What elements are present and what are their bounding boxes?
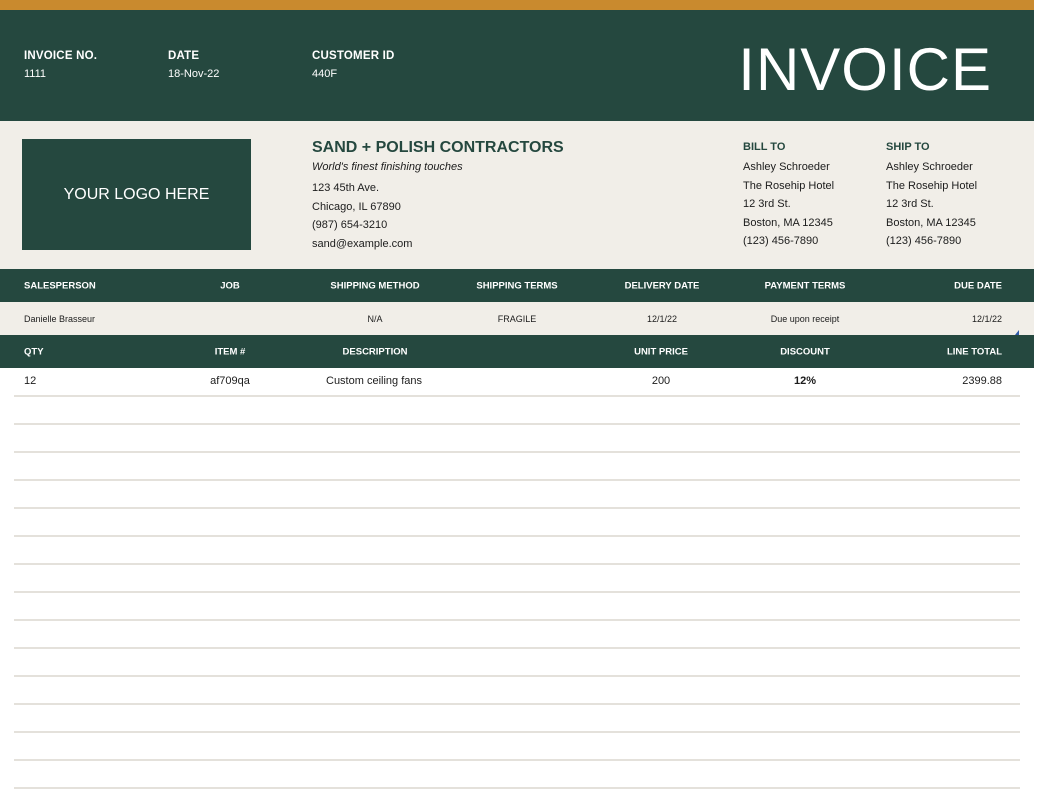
- invoice-no-field: [24, 50, 97, 80]
- table-row[interactable]: [14, 621, 1020, 649]
- table-row[interactable]: [14, 453, 1020, 481]
- table-row[interactable]: [14, 677, 1020, 705]
- bill-to-block: [743, 141, 834, 251]
- customer-id-field: [312, 50, 395, 80]
- table-row[interactable]: [14, 368, 1020, 397]
- details-header-bar: [0, 269, 1034, 302]
- table-row[interactable]: [14, 593, 1020, 621]
- company-phone[interactable]: (987) 654-3210: [312, 219, 388, 231]
- company-address-line2[interactable]: Chicago, IL 67890: [312, 200, 401, 213]
- ship-to-company[interactable]: The Rosehip Hotel: [886, 179, 978, 192]
- bill-to-name[interactable]: Ashley Schroeder: [743, 161, 830, 173]
- delivery-date-header: DELIVERY DATE: [624, 280, 700, 291]
- table-row[interactable]: [14, 565, 1020, 593]
- qty-header: QTY: [24, 346, 44, 357]
- shipping-terms-header: SHIPPING TERMS: [476, 280, 558, 291]
- table-row[interactable]: [14, 397, 1020, 425]
- invoice-title: INVOICE: [738, 36, 992, 103]
- due-date-header: DUE DATE: [954, 280, 1002, 291]
- logo-text: YOUR LOGO HERE: [63, 185, 210, 203]
- company-info: [312, 139, 564, 253]
- due-date-value[interactable]: 12/1/22: [971, 313, 1002, 324]
- customer-id-label: CUSTOMER ID: [312, 50, 395, 62]
- job-header: JOB: [220, 280, 240, 291]
- description-header: DESCRIPTION: [342, 346, 408, 357]
- qty-cell[interactable]: 12: [24, 375, 37, 387]
- company-email[interactable]: sand@example.com: [312, 237, 413, 250]
- bill-to-street[interactable]: 12 3rd St.: [743, 198, 791, 210]
- invoice-no-label: INVOICE NO.: [24, 50, 98, 62]
- line-total-cell[interactable]: 2399.88: [962, 375, 1002, 387]
- table-row[interactable]: [14, 761, 1020, 789]
- ship-to-title: SHIP TO: [886, 141, 930, 153]
- shipping-method-value[interactable]: N/A: [367, 313, 383, 324]
- items-header-bar: [0, 335, 1034, 368]
- payment-terms-value[interactable]: Due upon receipt: [770, 313, 840, 324]
- table-row[interactable]: [14, 733, 1020, 761]
- table-row[interactable]: [14, 509, 1020, 537]
- table-row[interactable]: [14, 425, 1020, 453]
- item-number-cell[interactable]: af709qa: [210, 375, 250, 387]
- ship-to-street[interactable]: 12 3rd St.: [886, 198, 934, 210]
- salesperson-header: SALESPERSON: [24, 280, 96, 291]
- discount-header: DISCOUNT: [780, 346, 830, 357]
- discount-cell[interactable]: 12%: [793, 375, 817, 387]
- ship-to-name[interactable]: Ashley Schroeder: [886, 161, 973, 173]
- company-name[interactable]: SAND + POLISH CONTRACTORS: [312, 139, 564, 156]
- ship-to-block: [886, 141, 977, 251]
- ship-to-phone[interactable]: (123) 456-7890: [886, 235, 962, 247]
- line-total-header: LINE TOTAL: [946, 346, 1002, 357]
- table-row[interactable]: [14, 481, 1020, 509]
- bill-to-title: BILL TO: [743, 141, 786, 153]
- logo-placeholder[interactable]: [22, 139, 251, 250]
- customer-id-value[interactable]: 440F: [312, 68, 338, 80]
- unit-price-cell[interactable]: 200: [651, 375, 671, 387]
- date-field: [168, 50, 219, 80]
- shipping-method-header: SHIPPING METHOD: [330, 280, 420, 291]
- description-cell[interactable]: Custom ceiling fans: [326, 375, 422, 387]
- bill-to-phone[interactable]: (123) 456-7890: [743, 235, 819, 247]
- date-label: DATE: [168, 50, 200, 62]
- info-section: [0, 121, 1034, 269]
- shipping-terms-value[interactable]: FRAGILE: [497, 313, 537, 324]
- invoice-header: [0, 10, 1034, 121]
- table-row[interactable]: [14, 537, 1020, 565]
- ship-to-city[interactable]: Boston, MA 12345: [886, 216, 976, 229]
- details-row: [0, 302, 1034, 335]
- invoice-no-value[interactable]: 1111: [24, 68, 47, 80]
- delivery-date-value[interactable]: 12/1/22: [646, 313, 678, 324]
- salesperson-value[interactable]: Danielle Brasseur: [24, 313, 96, 324]
- item-number-header: ITEM #: [214, 346, 246, 357]
- company-address-line1[interactable]: 123 45th Ave.: [312, 182, 380, 194]
- table-row[interactable]: [14, 649, 1020, 677]
- company-tagline[interactable]: World's finest finishing touches: [312, 161, 463, 173]
- unit-price-header: UNIT PRICE: [634, 346, 688, 357]
- bill-to-city[interactable]: Boston, MA 12345: [743, 216, 833, 229]
- payment-terms-header: PAYMENT TERMS: [764, 280, 846, 291]
- accent-strip: [0, 0, 1034, 10]
- table-row[interactable]: [14, 705, 1020, 733]
- bill-to-company[interactable]: The Rosehip Hotel: [743, 179, 835, 192]
- date-value[interactable]: 18-Nov-22: [168, 68, 220, 80]
